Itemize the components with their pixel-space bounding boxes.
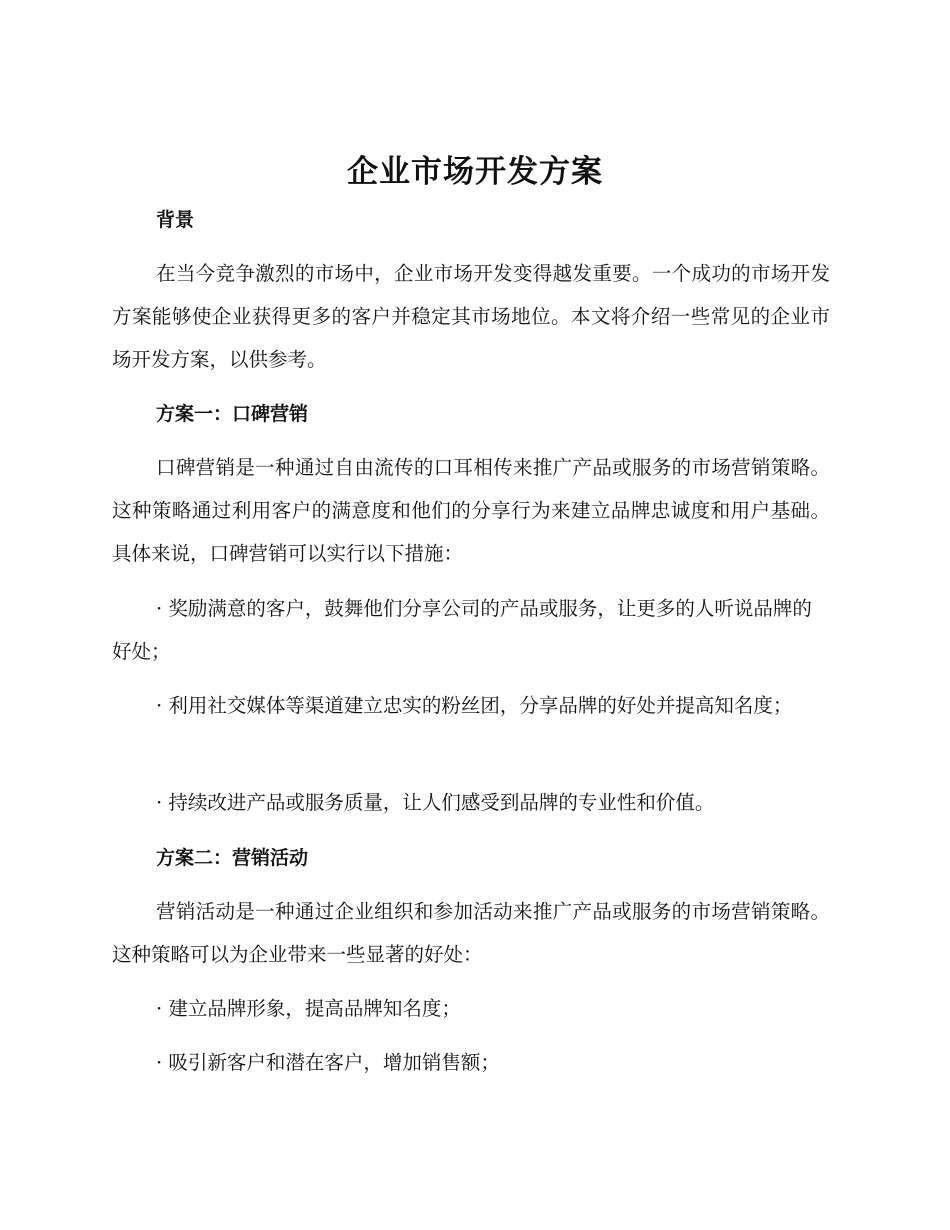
background-paragraph: 在当今竞争激烈的市场中，企业市场开发变得越发重要。一个成功的市场开发方案能够使企业获得更多的客户并稳定其市场地位。本文将介绍一些常见的企业市场开发方案，以供参考。 bbox=[112, 262, 830, 371]
word-of-mouth-bullet-3: · 持续改进产品或服务质量，让人们感受到品牌的专业性和价值。 bbox=[156, 791, 715, 814]
section-heading-marketing-events: 方案二：营销活动 bbox=[156, 847, 309, 869]
section-heading-background: 背景 bbox=[156, 209, 195, 231]
word-of-mouth-bullet-1: · 奖励满意的客户，鼓舞他们分享公司的产品或服务，让更多的人听说品牌的好处； bbox=[112, 597, 812, 663]
word-of-mouth-bullet-2: · 利用社交媒体等渠道建立忠实的粉丝团，分享品牌的好处并提高知名度； bbox=[156, 694, 793, 717]
section-heading-word-of-mouth: 方案一：口碑营销 bbox=[156, 403, 309, 425]
marketing-events-paragraph: 营销活动是一种通过企业组织和参加活动来推广产品或服务的市场营销策略。这种策略可以为企业带来一些显著的好处： bbox=[112, 900, 830, 966]
marketing-events-bullet-2: · 吸引新客户和潜在客户，增加销售额； bbox=[156, 1051, 500, 1074]
word-of-mouth-paragraph: 口碑营销是一种通过自由流传的口耳相传来推广产品或服务的市场营销策略。这种策略通过利用客户的满意度和他们的分享行为来建立品牌忠诚度和用户基础。具体来说，口碑营销可以实行以下措施： bbox=[112, 456, 830, 565]
document-title: 企业市场开发方案 bbox=[347, 154, 603, 190]
marketing-events-bullet-1: · 建立品牌形象，提高品牌知名度； bbox=[156, 997, 461, 1020]
